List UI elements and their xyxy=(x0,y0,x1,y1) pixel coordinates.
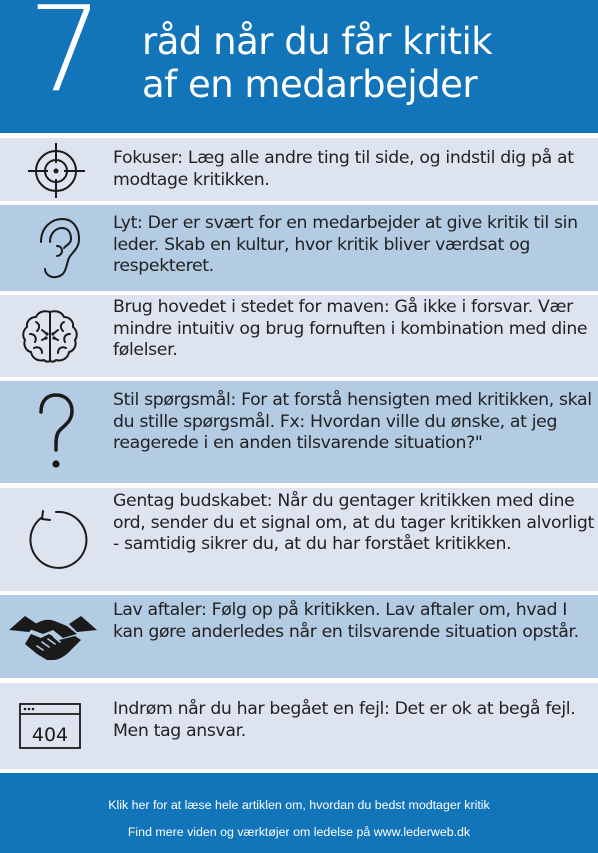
tip-listen xyxy=(0,205,598,291)
tip-text: Indrøm når du har begået en fejl: Det er ok at begå fejl. Men tag ansvar. xyxy=(113,699,576,741)
title-line-1: råd når du får kritik xyxy=(142,20,493,63)
tip-use-head xyxy=(0,295,598,377)
tip-ask-questions xyxy=(0,381,598,483)
error-code-label: 404 xyxy=(31,724,69,746)
tip-count: 7 xyxy=(28,0,104,118)
tip-text: Lyt: Der er svært for en medarbejder at give kritik til sin leder. Skab en kultur, hvor kritik bliver værdsat og respekteret. xyxy=(113,213,578,276)
tip-repeat-message xyxy=(0,488,598,591)
brain-icon xyxy=(8,295,92,377)
question-mark-icon xyxy=(14,381,98,483)
tip-text: Stil spørgsmål: For at forstå hensigten med kritikken, skal du stille spørgsmål. Fx: Hvordan ville du ønske, at jeg reagerede i en anden tilsvarende situation?" xyxy=(113,390,592,453)
resources-text: Find mere viden og værktøjer om ledelse på www.lederweb.dk xyxy=(127,825,471,839)
header-banner xyxy=(0,0,598,133)
tip-text: Fokuser: Læg alle andre ting til side, og indstil dig på at modtage kritikken. xyxy=(113,148,574,190)
tip-text: Lav aftaler: Følg op på kritikken. Lav aftaler om, hvad I kan gøre anderledes når en tilsvarende situation opstår. xyxy=(113,600,579,642)
ear-icon xyxy=(14,205,98,291)
tip-make-agreements xyxy=(0,595,598,678)
repeat-arrow-icon xyxy=(14,488,98,591)
page-title xyxy=(142,20,492,106)
article-link[interactable]: Klik her for at læse hele artiklen om, hvordan du bedst modtager kritik xyxy=(108,798,490,812)
tip-text: Brug hovedet i stedet for maven: Gå ikke i forsvar. Vær mindre intuitiv og brug fornuften i kombination med dine følelser. xyxy=(113,297,588,360)
target-icon xyxy=(14,138,98,201)
tip-admit-mistakes xyxy=(0,683,598,769)
tip-focus xyxy=(0,138,598,201)
tip-text: Gentag budskabet: Når du gentager kritikken med dine ord, sender du et signal om, at du tager kritikken alvorligt - samtidig sikrer du, at du har forstået kritikken. xyxy=(113,491,594,554)
error-404-icon xyxy=(8,683,92,769)
title-line-2: af en medarbejder xyxy=(142,63,478,106)
handshake-icon xyxy=(4,595,102,678)
footer xyxy=(0,773,598,853)
